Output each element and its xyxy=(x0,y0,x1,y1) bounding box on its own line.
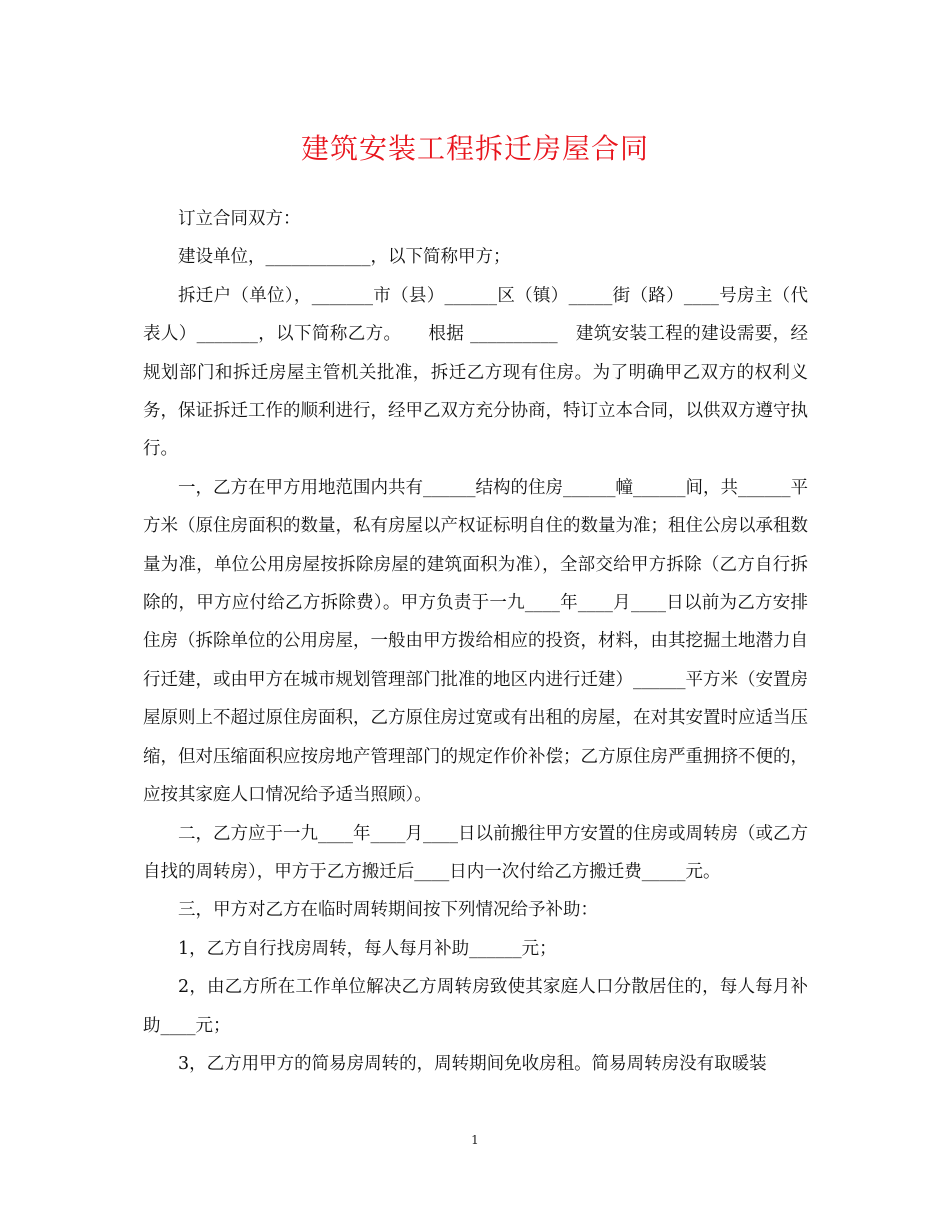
paragraph-clause-3-item-2: 2，由乙方所在工作单位解决乙方周转房致使其家庭人口分散居住的，每人每月补助____元； xyxy=(143,977,808,1036)
paragraph-clause-3-item-1: 1，乙方自行找房周转，每人每月补助______元； xyxy=(178,938,557,959)
paragraph-clause-1: 一，乙方在甲方用地范围内共有______结构的住房______幢______间，共______平方米（原住房面积的数量，私有房屋以产权证标明自住的数量为准；租住公房以承租数量为准，单位公用房屋按拆除房屋的建筑面积为准），全部交给甲方拆除（乙方自行拆除的，甲方应付给乙方拆除费）。甲方负责于一九____年____月____日以前为乙方安排住房（拆除单位的公用房屋，一般由甲方拨给相应的投资，材料，由其挖掘土地潜力自行迁建，或由甲方在城市规划管理部门批准的地区内进行迁建）______平方米（安置房屋原则上不超过原住房面积，乙方原住房过宽或有出租的房屋，在对其安置时应适当压缩，但对压缩面积应按房地产管理部门的规定作价补偿；乙方原住房严重拥挤不便的，应按其家庭人口情况给予适当照顾）。 xyxy=(143,477,808,806)
paragraph-clause-2: 二，乙方应于一九____年____月____日以前搬往甲方安置的住房或周转房（或乙方自找的周转房），甲方于乙方搬迁后____日内一次付给乙方搬迁费_____元。 xyxy=(143,823,808,882)
paragraph-parties: 订立合同双方： xyxy=(178,209,301,229)
paragraph-party-a: 建设单位，____________，以下简称甲方； xyxy=(178,247,511,268)
paragraph-clause-3: 三，甲方对乙方在临时周转期间按下列情况给予补助： xyxy=(178,900,598,921)
document-title: 建筑安装工程拆迁房屋合同 xyxy=(300,132,649,165)
paragraph-clause-3-item-3: 3，乙方用甲方的简易房周转的，周转期间免收房租。简易周转房没有取暖装 xyxy=(178,1053,767,1074)
page-number: 1 xyxy=(471,1133,479,1147)
paragraph-party-b: 拆迁户（单位），_______市（县）______区（镇）_____街（路）____号房主（代表人）_______，以下简称乙方。 根据 __________ 建筑安装工程的建设需要，经规划部门和拆迁房屋主管机关批准，拆迁乙方现有住房。为了明确甲乙双方的权利义务，保证拆迁工作的顺利进行，经甲乙双方充分协商，特订立本合同，以供双方遵守执行。 xyxy=(143,285,808,460)
document-body xyxy=(143,200,808,1083)
